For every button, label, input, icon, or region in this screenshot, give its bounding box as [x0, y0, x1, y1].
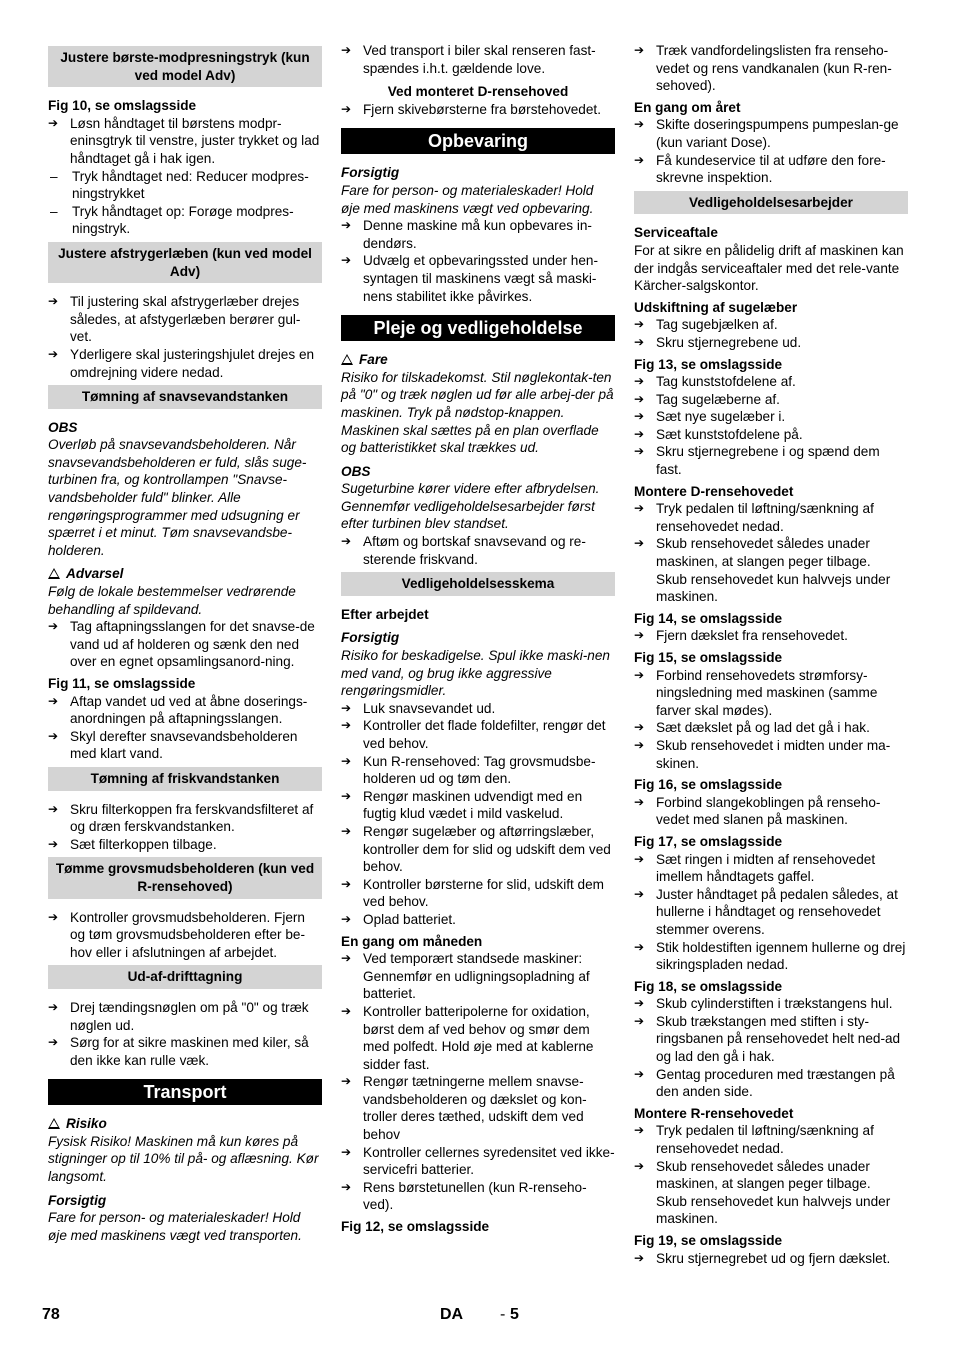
instruction-text: Ved transport i biler skal renseren fast-spændes i.h.t. gældende love. [363, 43, 596, 76]
warning-label [341, 351, 615, 369]
instruction-item [341, 876, 615, 911]
instruction-text: Rengør sugelæber og aftørringslæber, kontroller dem for slid og udskift dem ved behov. [363, 823, 611, 875]
instruction-item [634, 1193, 908, 1228]
instruction-text: Ved temporært standsede maskiner: Gennemfør en udligningsopladning af batteriet. [363, 951, 590, 1002]
instruction-text: Skru stjernegrebet ud og fjern dækslet. [656, 1250, 891, 1266]
subheading: Udskiftning af sugelæber [634, 299, 798, 315]
arrow-right-icon: ➔ [634, 1250, 645, 1265]
instruction-text: Skub rensehovedet kun halvvejs under maskinen. [656, 1193, 891, 1227]
arrow-right-icon: ➔ [48, 619, 59, 634]
italic-note: Maskinen skal sættes på en plan overflade og batteristikket skal trækkes ud. [341, 422, 599, 456]
instruction-text: Gentag proceduren med træstangen på den anden side. [656, 1066, 895, 1100]
instruction-text: Tryk pedalen til løftning/sænkning af rensehovedet nedad. [656, 501, 874, 534]
instruction-text: Kontroller batteripolerne for oxidation, børst dem af ved behov og smør dem med polfedt. Hold øje med at kablerne sidder fast. [363, 1003, 594, 1072]
subheading: Fig 13, se omslagsside [634, 356, 783, 372]
warning-triangle-icon [48, 568, 60, 579]
arrow-right-icon: ➔ [634, 117, 645, 132]
instruction-text: Sæt dækslet på og lad det gå i hak. [656, 720, 870, 736]
instruction-text: Træk vandfordelingslisten fra renseho-vedet og rens vandkanalen (kun R-ren-sehoved). [656, 43, 892, 94]
note-label: OBS [48, 419, 78, 435]
subheading: Montere R-rensehovedet [634, 1105, 794, 1121]
subheading: Fig 10, se omslagsside [48, 98, 197, 114]
instruction-text: Skyl derefter snavsevandsbeholderen med klart vand. [70, 728, 298, 762]
instruction-text: Drej tændingsnøglen om på "0" og træk nøglen ud. [70, 999, 309, 1033]
warning-text: Risiko [66, 1116, 107, 1132]
arrow-right-icon: ➔ [634, 996, 645, 1011]
arrow-right-icon: ➔ [634, 317, 645, 332]
instruction-item [341, 788, 615, 823]
instruction-text: Skub rensehovedet således unader maskinen, at slangen peger tilbage. [656, 536, 871, 570]
instruction-item [48, 293, 322, 346]
chapter-heading: Opbevaring [341, 128, 615, 154]
column-middle [341, 42, 615, 1236]
subheading-centered: Ved monteret D-rensehoved [387, 84, 569, 100]
instruction-text: Skifte doseringspumpens pumpeslan-ge (kun variant Dose). [656, 117, 899, 150]
instruction-text: Kontroller grovsmudsbeholderen. Fjern og tøm grovsmudsbeholderen efter be-hov eller i afslutningen af arbejdet. [70, 909, 305, 960]
arrow-right-icon: ➔ [341, 1144, 352, 1159]
arrow-right-icon: ➔ [634, 426, 645, 441]
instruction-item [634, 627, 908, 645]
instruction-text: Løsn håndtaget til børstens modpr-eninsgtryk til venstre, juster trykket og lad håndtaget gå i hak igen. [70, 115, 320, 166]
arrow-right-icon: ➔ [341, 218, 352, 233]
instruction-item [48, 801, 322, 836]
italic-note: Risiko for beskadigelse. Spul ikke maski-nen med vand, og brug ikke aggressive rengøringsmidler. [341, 648, 610, 699]
section-heading: Justere børste-modpresningstryk (kun ved model Adv) [48, 46, 322, 87]
arrow-right-icon: ➔ [634, 737, 645, 752]
instruction-item [634, 737, 908, 772]
instruction-item [634, 1122, 908, 1157]
instruction-text: Tag sugebjælken af. [656, 317, 778, 333]
section-heading: Tømning af friskvandstanken [48, 767, 322, 791]
instruction-item [634, 116, 908, 151]
instruction-text: Yderligere skal justeringshjulet drejes en omdrejning videre nedad. [70, 346, 315, 380]
instruction-item [341, 950, 615, 1003]
instruction-item [634, 571, 908, 606]
section-page-number: 5 [510, 1306, 519, 1323]
instruction-text: Skru stjernegrebene i og spænd dem fast. [656, 444, 880, 478]
instruction-item [634, 152, 908, 187]
subheading: En gang om året [634, 99, 741, 115]
italic-note: Overløb på snavsevandsbeholderen. Når snavsevandsbeholderen er fuld, slås suge-turbinen fra, og kontrollampen "Snavse-vandsbeholder fuld" blinker. Alle rengøringsprogrammer med udsugning er spærret i et minut. Tøm snavsevandsbe-holderen. [48, 437, 307, 558]
arrow-right-icon: ➔ [341, 753, 352, 768]
instruction-text: Forbind slangekoblingen på renseho-vedet med slanen på maskinen. [656, 794, 881, 828]
arrow-right-icon: ➔ [341, 823, 352, 838]
arrow-right-icon: ➔ [634, 444, 645, 459]
warning-label [48, 1115, 322, 1133]
arrow-right-icon: ➔ [48, 909, 59, 924]
instruction-item [634, 426, 908, 444]
instruction-text: Skub cylinderstiften i trækstangens hul. [656, 996, 893, 1012]
instruction-item [341, 823, 615, 876]
section-heading: Ud-af-drifttagning [48, 965, 322, 989]
subheading: Serviceaftale [634, 225, 718, 241]
instruction-text: Tryk pedalen til løftning/sænkning af rensehovedet nedad. [656, 1123, 874, 1157]
arrow-right-icon: ➔ [341, 788, 352, 803]
arrow-right-icon: ➔ [341, 911, 352, 926]
instruction-item [48, 115, 322, 168]
instruction-item [48, 999, 322, 1034]
arrow-right-icon: ➔ [634, 628, 645, 643]
instruction-item [341, 217, 615, 252]
instruction-item [48, 346, 322, 381]
italic-note: Fare for person- og materialeskader! Hold øje med maskinens vægt ved opbevaring. [341, 182, 594, 216]
language-code: DA [440, 1306, 464, 1323]
arrow-right-icon: ➔ [634, 667, 645, 682]
instruction-item [634, 939, 908, 974]
arrow-right-icon: ➔ [48, 294, 59, 309]
instruction-item [634, 373, 908, 391]
arrow-right-icon: ➔ [634, 152, 645, 167]
arrow-right-icon: ➔ [341, 951, 352, 966]
subheading: Fig 17, se omslagsside [634, 833, 783, 849]
arrow-right-icon: ➔ [48, 999, 59, 1014]
italic-note: Sugeturbine kører videre efter afbrydelsen. Gennemfør vedligeholdelsesarbejder først efter turbinen blev standset. [341, 481, 600, 532]
instruction-item [48, 836, 322, 854]
subheading: Fig 19, se omslagsside [634, 1233, 783, 1248]
subheading: En gang om måneden [341, 933, 483, 949]
dash-item [48, 168, 322, 203]
arrow-right-icon: ➔ [634, 1066, 645, 1081]
dash-item [48, 203, 322, 238]
section-heading: Justere afstrygerlæben (kun ved model Adv) [48, 242, 322, 283]
instruction-item [634, 316, 908, 334]
instruction-text: Skub trækstangen med stiften i sty-ringsbanen på rensehovedet helt ned-ad og lad den gå i hak. [656, 1013, 901, 1065]
arrow-right-icon: ➔ [634, 1123, 645, 1138]
dash-marker: – [50, 168, 58, 184]
arrow-right-icon: ➔ [48, 693, 59, 708]
arrow-right-icon: ➔ [48, 836, 59, 851]
body-text: For at sikre en pålidelig drift af maskinen kan der indgås serviceaftaler med det rele-vante Kärcher-salgskontor. [634, 242, 904, 294]
section-heading: Vedligeholdelsesskema [341, 572, 615, 596]
instruction-item [634, 1066, 908, 1101]
instruction-item [341, 1144, 615, 1179]
arrow-right-icon: ➔ [634, 374, 645, 389]
instruction-text: Få kundeservice til at udføre den fore-skrevne inspektion. [656, 152, 886, 186]
arrow-right-icon: ➔ [634, 536, 645, 551]
instruction-text: Rens børstetunellen (kun R-renseho-ved). [363, 1179, 587, 1213]
arrow-right-icon: ➔ [341, 718, 352, 733]
instruction-item [634, 334, 908, 352]
instruction-item [634, 1158, 908, 1193]
warning-triangle-icon [341, 354, 353, 365]
arrow-right-icon: ➔ [634, 851, 645, 866]
arrow-right-icon: ➔ [634, 1158, 645, 1173]
instruction-item [341, 1179, 615, 1214]
arrow-right-icon: ➔ [634, 794, 645, 809]
note-label: OBS [341, 463, 371, 479]
indent-spacer [634, 1193, 656, 1228]
arrow-right-icon: ➔ [634, 1013, 645, 1028]
instruction-item [634, 535, 908, 570]
warning-text: Fare [359, 352, 388, 368]
instruction-text: Skru stjernegrebene ud. [656, 334, 802, 350]
instruction-text: Tryk håndtaget op: Forøge modpres-ningstryk. [72, 203, 294, 237]
arrow-right-icon: ➔ [634, 886, 645, 901]
arrow-right-icon: ➔ [634, 939, 645, 954]
instruction-text: Skru filterkoppen fra ferskvandsfilteret af og dræn ferskvandstanken. [70, 801, 314, 835]
instruction-text: Aftøm og bortskaf snavsevand og re-sterende friskvand. [363, 534, 586, 567]
instruction-item [48, 618, 322, 671]
instruction-text: Rengør tætningerne mellem snavse-vandsbeholderen og dækslet og kon-troller deres tæthed, udskift dem ved behov [363, 1074, 587, 1143]
arrow-right-icon: ➔ [341, 1074, 352, 1089]
arrow-right-icon: ➔ [634, 720, 645, 735]
instruction-text: Luk snavsevandet ud. [363, 700, 496, 716]
chapter-heading: Transport [48, 1079, 322, 1105]
arrow-right-icon: ➔ [341, 43, 352, 57]
arrow-right-icon: ➔ [48, 346, 59, 361]
footer-separator: - [500, 1306, 506, 1323]
arrow-right-icon: ➔ [341, 700, 352, 715]
instruction-item [634, 995, 908, 1013]
note-label: Forsigtig [48, 1192, 107, 1208]
section-heading: Tømme grovsmudsbeholderen (kun ved R-rensehoved) [48, 857, 322, 898]
instruction-item [634, 886, 908, 939]
instruction-item [341, 700, 615, 718]
instruction-item [634, 42, 908, 95]
instruction-item [634, 443, 908, 478]
instruction-text: Til justering skal afstrygerlæber drejes således, at afstygerlæben berører gul-vet. [70, 294, 301, 345]
instruction-text: Skub rensehovedet kun halvvejs under maskinen. [656, 571, 891, 605]
indent-spacer [634, 571, 656, 606]
arrow-right-icon: ➔ [634, 334, 645, 349]
instruction-text: Stik holdestiften igennem hullerne og drej sikringspladen nedad. [656, 939, 906, 973]
instruction-text: Kontroller cellernes syredensitet ved ikke-servicefri batterier. [363, 1144, 615, 1178]
instruction-item [341, 1003, 615, 1073]
arrow-right-icon: ➔ [48, 728, 59, 743]
italic-note: Fare for person- og materialeskader! Hold øje med maskinens vægt ved transporten. [48, 1210, 302, 1243]
dash-marker: – [50, 203, 58, 219]
instruction-text: Kontroller det flade foldefilter, rengør det ved behov. [363, 718, 606, 751]
subheading: Efter arbejdet [341, 606, 429, 622]
instruction-item [634, 719, 908, 737]
subheading: Fig 11, se omslagsside [48, 676, 196, 691]
page-footer [0, 1306, 954, 1328]
subheading: Montere D-rensehovedet [634, 483, 794, 499]
instruction-item [634, 1013, 908, 1066]
instruction-text: Fjern skivebørsterne fra børstehovedet. [363, 101, 601, 117]
arrow-right-icon: ➔ [634, 409, 645, 424]
subheading: Fig 15, se omslagsside [634, 650, 783, 665]
arrow-right-icon: ➔ [48, 1035, 59, 1050]
instruction-text: Tag sugelæberne af. [656, 391, 780, 407]
instruction-item [341, 101, 615, 119]
instruction-item [634, 500, 908, 535]
note-label: Forsigtig [341, 630, 400, 646]
warning-triangle-icon [48, 1118, 60, 1129]
instruction-item [341, 533, 615, 568]
arrow-right-icon: ➔ [634, 43, 645, 57]
instruction-text: Rengør maskinen udvendigt med en fugtig klud vædet i mild vaskelud. [363, 788, 583, 822]
instruction-item [341, 911, 615, 929]
instruction-text: Udvælg et opbevaringssted under hen-syntagen til maskinens vægt så maski-nens stabilitet ikke påvirkes. [363, 253, 599, 304]
instruction-text: Skub rensehovedet således unader maskinen, at slangen peger tilbage. [656, 1158, 871, 1192]
instruction-item [341, 753, 615, 788]
arrow-right-icon: ➔ [341, 253, 352, 268]
arrow-right-icon: ➔ [341, 534, 352, 549]
instruction-text: Aftap vandet ud ved at åbne doserings-anordningen på aftapningsslangen. [70, 693, 308, 727]
section-heading: Tømning af snavsevandstanken [48, 385, 322, 409]
arrow-right-icon: ➔ [634, 391, 645, 406]
arrow-right-icon: ➔ [341, 1003, 352, 1018]
instruction-text: Tag aftapningsslangen for det snavse-de vand ud af holderen og sænk den ned over en egnet opsamlingsanord-ning. [70, 619, 315, 670]
subheading: Fig 14, se omslagsside [634, 610, 783, 626]
instruction-text: Tag kunststofdelene af. [656, 374, 796, 390]
instruction-text: Forbind rensehovedets strømforsy-ningsledning med maskinen (samme farver skal mødes). [656, 667, 878, 718]
subheading: Fig 18, se omslagsside [634, 978, 783, 994]
instruction-text: Sæt nye sugelæber i. [656, 409, 786, 425]
arrow-right-icon: ➔ [634, 501, 645, 516]
section-heading: Vedligeholdelsesarbejder [634, 191, 908, 215]
arrow-right-icon: ➔ [48, 115, 59, 130]
instruction-item [634, 408, 908, 426]
page-number: 78 [42, 1306, 60, 1323]
instruction-item [341, 717, 615, 752]
instruction-item [634, 794, 908, 829]
subheading: Fig 16, se omslagsside [634, 777, 783, 793]
arrow-right-icon: ➔ [48, 801, 59, 816]
instruction-item [48, 728, 322, 763]
instruction-text: Sæt kunststofdelene på. [656, 426, 803, 442]
arrow-right-icon: ➔ [341, 1179, 352, 1194]
arrow-right-icon: ➔ [341, 876, 352, 891]
instruction-item [341, 1073, 615, 1143]
italic-note: Risiko for tilskadekomst. Stil nøglekontak-ten på "0" og træk nøglen ud før alle arbej-der på maskinen. Tryk på nødstop-knappen. [341, 369, 614, 420]
italic-note: Fysisk Risiko! Maskinen må kun køres på stigninger op til 10% til på- og aflæsning. Kør langsomt. [48, 1133, 319, 1185]
instruction-text: Sørg for at sikre maskinen med kiler, så den ikke kan rulle væk. [70, 1035, 309, 1068]
subheading: Fig 12, se omslagsside [341, 1219, 490, 1235]
warning-text: Advarsel [66, 566, 124, 582]
instruction-item [634, 391, 908, 409]
italic-note: Følg de lokale bestemmelser vedrørende behandling af spildevand. [48, 584, 296, 617]
column-right [634, 42, 908, 1267]
instruction-text: Juster håndtaget på pedalen således, at hullerne i håndtaget og rensehovedet stemmer overens. [656, 886, 898, 937]
instruction-text: Denne maskine må kun opbevares in-dendørs. [363, 218, 592, 251]
instruction-item [48, 693, 322, 728]
instruction-text: Sæt filterkoppen tilbage. [70, 836, 217, 852]
instruction-item [634, 851, 908, 886]
instruction-item [48, 909, 322, 962]
instruction-item [634, 667, 908, 720]
arrow-right-icon: ➔ [341, 101, 352, 116]
instruction-text: Fjern dækslet fra rensehovedet. [656, 628, 848, 644]
chapter-heading: Pleje og vedligeholdelse [341, 315, 615, 341]
instruction-item [341, 252, 615, 305]
instruction-text: Kontroller børsterne for slid, udskift dem ved behov. [363, 876, 605, 910]
column-left [48, 42, 322, 1244]
instruction-text: Kun R-rensehoved: Tag grovsmudsbe-holderen ud og tøm den. [363, 753, 596, 787]
instruction-text: Sæt ringen i midten af rensehovedet imellem håndtagets gaffel. [656, 851, 876, 885]
note-label: Forsigtig [341, 165, 400, 181]
instruction-item [634, 1250, 908, 1268]
instruction-text: Oplad batteriet. [363, 911, 456, 927]
instruction-text: Tryk håndtaget ned: Reducer modpres-ningstrykket [72, 168, 309, 202]
warning-label [48, 565, 322, 583]
instruction-item [341, 42, 615, 77]
instruction-item [48, 1034, 322, 1069]
instruction-text: Skub rensehovedet i midten under ma-skinen. [656, 737, 891, 771]
